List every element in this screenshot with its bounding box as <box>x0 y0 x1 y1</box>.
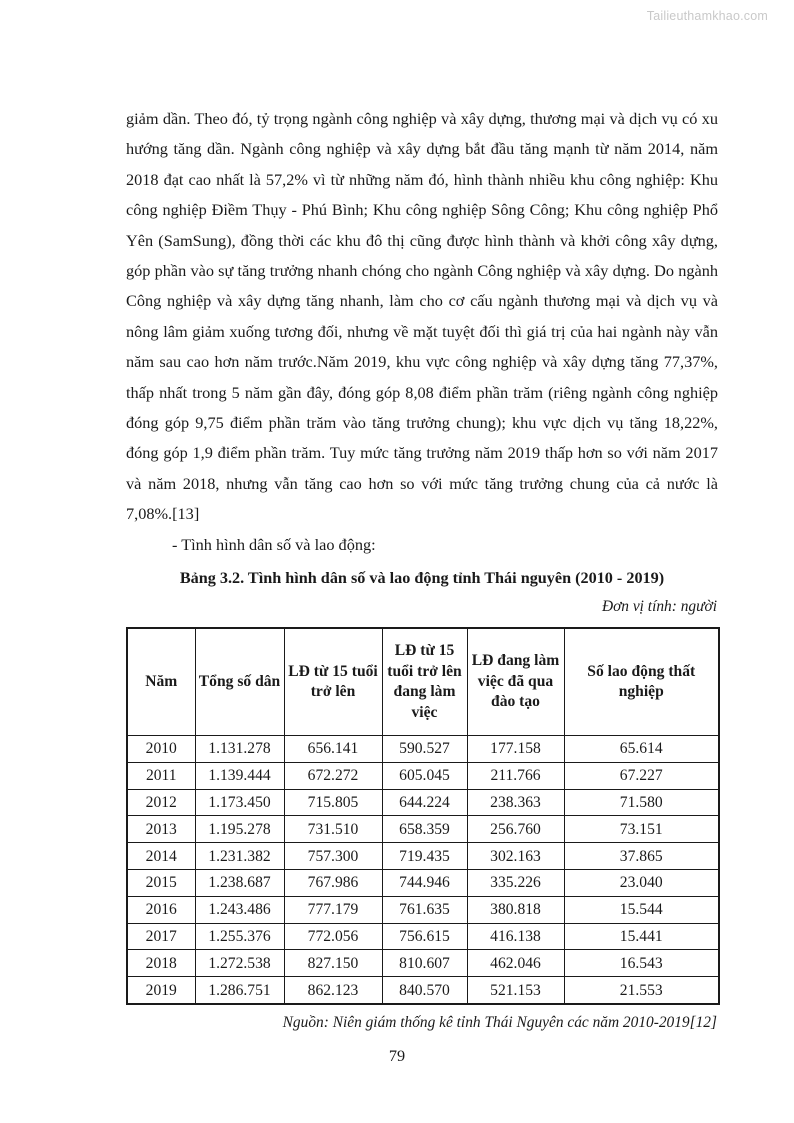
table-row <box>127 762 719 789</box>
cell-total-population: 1.243.486 <box>195 896 284 923</box>
cell-unemployed: 15.544 <box>564 896 719 923</box>
table-title: Bảng 3.2. Tình hình dân số và lao động tỉnh Thái nguyên (2010 - 2019) <box>179 569 665 588</box>
table-row <box>127 950 719 977</box>
cell-trained-working-labour: 256.760 <box>467 816 564 843</box>
cell-total-population: 1.173.450 <box>195 789 284 816</box>
page-content <box>126 104 718 1036</box>
cell-labour-15plus: 715.805 <box>284 789 382 816</box>
cell-total-population: 1.238.687 <box>195 870 284 897</box>
cell-total-population: 1.195.278 <box>195 816 284 843</box>
cell-unemployed: 67.227 <box>564 762 719 789</box>
cell-total-population: 1.139.444 <box>195 762 284 789</box>
cell-trained-working-labour: 462.046 <box>467 950 564 977</box>
table-unit-note: Đơn vị tính: người <box>601 598 717 616</box>
cell-labour-15plus-working: 756.615 <box>382 923 467 950</box>
table-head <box>127 628 719 736</box>
cell-labour-15plus: 767.986 <box>284 870 382 897</box>
table-row <box>127 843 719 870</box>
cell-labour-15plus-working: 590.527 <box>382 736 467 763</box>
cell-unemployed: 21.553 <box>564 977 719 1004</box>
column-header-unemployed: Số lao động thất nghiệp <box>564 628 719 736</box>
column-header-total-population: Tổng số dân <box>195 628 284 736</box>
cell-labour-15plus-working: 810.607 <box>382 950 467 977</box>
page-number: 79 <box>388 1046 406 1065</box>
cell-trained-working-labour: 302.163 <box>467 843 564 870</box>
cell-unemployed: 65.614 <box>564 736 719 763</box>
body-paragraph: giảm dần. Theo đó, tỷ trọng ngành công nghiệp và xây dựng, thương mại và dịch vụ có xu hướng tăng dần. Ngành công nghiệp và xây dựng bắt đầu tăng mạnh từ năm 2014, năm 2018 đạt cao nhất là 57,2% vì từ những năm đó, hình thành nhiều khu công nghiệp: Khu công nghiệp Điềm Thụy - Phú Bình; Khu công nghiệp Sông Công; Khu công nghiệp Phổ Yên (SamSung), đồng thời các khu đô thị cũng được hình thành và khởi công xây dựng, góp phần vào sự tăng trưởng nhanh chóng cho ngành Công nghiệp và xây dựng. Do ngành Công nghiệp và xây dựng tăng nhanh, làm cho cơ cấu ngành thương mại và dịch vụ và nông lâm giảm xuống tương đối, nhưng về mặt tuyệt đối thì giá trị của hai ngành này vẫn năm sau cao hơn năm trước.Năm 2019, khu vực công nghiệp và xây dựng tăng 77,37%, thấp nhất trong 5 năm gần đây, đóng góp 8,08 điểm phần trăm (riêng ngành công nghiệp đóng góp 9,75 điểm phần trăm vào tăng trưởng chung); khu vực dịch vụ tăng 18,22%, đóng góp 1,9 điểm phần trăm. Tuy mức tăng trưởng năm 2019 thấp hơn so với năm 2017 và năm 2018, nhưng vẫn tăng cao hơn so với mức tăng trưởng chung của cả nước là 7,08%.[13] <box>126 109 718 524</box>
table-row <box>127 870 719 897</box>
cell-trained-working-labour: 380.818 <box>467 896 564 923</box>
cell-unemployed: 71.580 <box>564 789 719 816</box>
cell-labour-15plus-working: 840.570 <box>382 977 467 1004</box>
cell-total-population: 1.272.538 <box>195 950 284 977</box>
cell-total-population: 1.286.751 <box>195 977 284 1004</box>
cell-year: 2013 <box>127 816 195 843</box>
cell-year: 2015 <box>127 870 195 897</box>
cell-labour-15plus: 672.272 <box>284 762 382 789</box>
cell-labour-15plus: 827.150 <box>284 950 382 977</box>
cell-unemployed: 15.441 <box>564 923 719 950</box>
cell-year: 2016 <box>127 896 195 923</box>
table-header-row <box>127 628 719 736</box>
cell-year: 2011 <box>127 762 195 789</box>
cell-year: 2010 <box>127 736 195 763</box>
cell-total-population: 1.131.278 <box>195 736 284 763</box>
table-row <box>127 736 719 763</box>
cell-year: 2012 <box>127 789 195 816</box>
cell-labour-15plus-working: 605.045 <box>382 762 467 789</box>
cell-year: 2017 <box>127 923 195 950</box>
table-row <box>127 816 719 843</box>
cell-labour-15plus: 656.141 <box>284 736 382 763</box>
cell-labour-15plus-working: 658.359 <box>382 816 467 843</box>
cell-trained-working-labour: 335.226 <box>467 870 564 897</box>
cell-labour-15plus: 862.123 <box>284 977 382 1004</box>
cell-unemployed: 23.040 <box>564 870 719 897</box>
cell-unemployed: 73.151 <box>564 816 719 843</box>
cell-total-population: 1.255.376 <box>195 923 284 950</box>
cell-year: 2018 <box>127 950 195 977</box>
cell-unemployed: 37.865 <box>564 843 719 870</box>
table-body <box>127 736 719 1004</box>
table-container <box>126 627 718 1005</box>
population-labour-table <box>126 627 720 1005</box>
cell-trained-working-labour: 416.138 <box>467 923 564 950</box>
table-source-note: Nguồn: Niên giám thống kê tỉnh Thái Nguyên các năm 2010-2019[12] <box>282 1014 717 1032</box>
column-header-labour-15plus: LĐ từ 15 tuổi trở lên <box>284 628 382 736</box>
table-row <box>127 977 719 1004</box>
cell-trained-working-labour: 177.158 <box>467 736 564 763</box>
column-header-year: Năm <box>127 628 195 736</box>
sub-heading: - Tình hình dân số và lao động: <box>172 534 376 554</box>
cell-unemployed: 16.543 <box>564 950 719 977</box>
cell-trained-working-labour: 521.153 <box>467 977 564 1004</box>
cell-labour-15plus-working: 719.435 <box>382 843 467 870</box>
column-header-trained-working-labour: LĐ đang làm việc đã qua đào tạo <box>467 628 564 736</box>
cell-labour-15plus-working: 644.224 <box>382 789 467 816</box>
column-header-labour-15plus-working: LĐ từ 15 tuổi trở lên đang làm việc <box>382 628 467 736</box>
cell-labour-15plus-working: 761.635 <box>382 896 467 923</box>
table-row <box>127 923 719 950</box>
cell-year: 2014 <box>127 843 195 870</box>
table-row <box>127 789 719 816</box>
cell-total-population: 1.231.382 <box>195 843 284 870</box>
cell-labour-15plus: 772.056 <box>284 923 382 950</box>
cell-labour-15plus: 757.300 <box>284 843 382 870</box>
cell-labour-15plus-working: 744.946 <box>382 870 467 897</box>
cell-labour-15plus: 731.510 <box>284 816 382 843</box>
site-watermark: Tailieuthamkhao.com <box>646 9 768 23</box>
cell-year: 2019 <box>127 977 195 1004</box>
cell-labour-15plus: 777.179 <box>284 896 382 923</box>
table-row <box>127 896 719 923</box>
cell-trained-working-labour: 238.363 <box>467 789 564 816</box>
cell-trained-working-labour: 211.766 <box>467 762 564 789</box>
